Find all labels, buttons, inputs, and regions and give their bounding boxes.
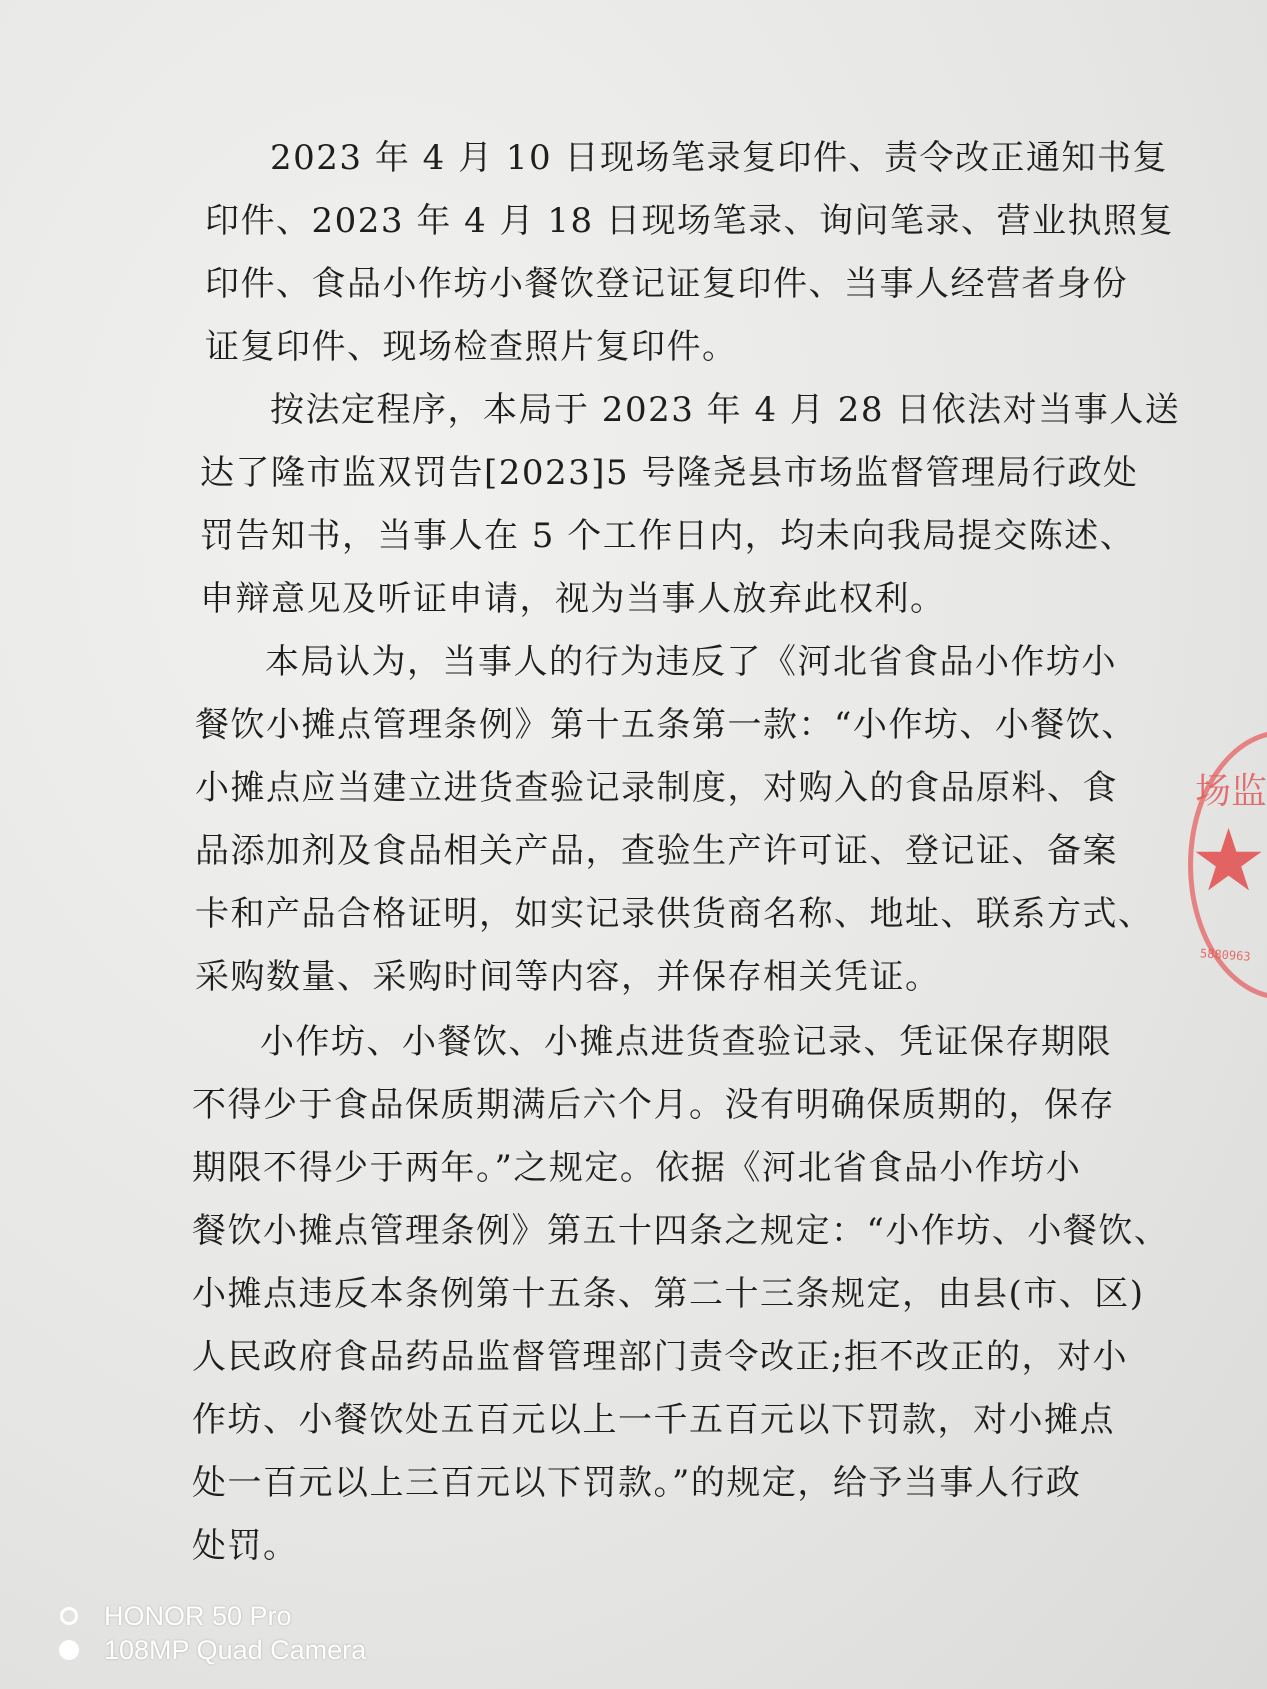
text-line: 卡和产品合格证明，如实记录供货商名称、地址、联系方式、 bbox=[195, 894, 1154, 934]
text-line: 采购数量、采购时间等内容，并保存相关凭证。 bbox=[195, 957, 941, 997]
text-line: 按法定程序，本局于 2023 年 4 月 28 日依法对当事人送 bbox=[270, 390, 1181, 430]
text-line: 证复印件、现场检查照片复印件。 bbox=[205, 327, 738, 367]
text-line: 人民政府食品药品监督管理部门责令改正;拒不改正的，对小 bbox=[192, 1337, 1128, 1377]
text-line: 作坊、小餐饮处五百元以上一千五百元以下罚款，对小摊点 bbox=[192, 1400, 1115, 1440]
text-line: 2023 年 4 月 10 日现场笔录复印件、责令改正通知书复 bbox=[270, 138, 1168, 178]
text-line: 期限不得少于两年。”之规定。依据《河北省食品小作坊小 bbox=[192, 1148, 1082, 1188]
seal-text: 场监 bbox=[1195, 771, 1267, 812]
text-line: 罚告知书，当事人在 5 个工作日内，均未向我局提交陈述、 bbox=[200, 516, 1136, 556]
text-line: 处一百元以上三百元以下罚款。”的规定，给予当事人行政 bbox=[192, 1463, 1082, 1503]
text-line: 小作坊、小餐饮、小摊点进货查验记录、凭证保存期限 bbox=[260, 1022, 1112, 1062]
text-line: 餐饮小摊点管理条例》第十五条第一款：“小作坊、小餐饮、 bbox=[195, 705, 1137, 745]
camera-watermark-model: HONOR 50 Pro bbox=[104, 1601, 292, 1631]
text-line: 小摊点违反本条例第十五条、第二十三条规定，由县(市、区) bbox=[192, 1274, 1145, 1314]
text-line: 本局认为，当事人的行为违反了《河北省食品小作坊小 bbox=[265, 642, 1117, 682]
text-line: 不得少于食品保质期满后六个月。没有明确保质期的，保存 bbox=[192, 1085, 1115, 1125]
text-line: 印件、食品小作坊小餐饮登记证复印件、当事人经营者身份 bbox=[205, 264, 1128, 304]
text-line: 处罚。 bbox=[192, 1526, 299, 1566]
camera-dot-icon bbox=[59, 1640, 79, 1660]
camera-ring-icon bbox=[60, 1607, 78, 1625]
text-line: 品添加剂及食品相关产品，查验生产许可证、登记证、备案 bbox=[195, 831, 1118, 871]
text-line: 印件、2023 年 4 月 18 日现场笔录、询问笔录、营业执照复 bbox=[205, 201, 1174, 241]
seal-code: 5880963 bbox=[1199, 946, 1252, 964]
text-line: 小摊点应当建立进货查验记录制度，对购入的食品原料、食 bbox=[195, 768, 1118, 808]
text-line: 餐饮小摊点管理条例》第五十四条之规定：“小作坊、小餐饮、 bbox=[192, 1211, 1170, 1251]
text-line: 达了隆市监双罚告[2023]5 号隆尧县市场监督管理局行政处 bbox=[200, 453, 1139, 493]
text-line: 申辩意见及听证申请，视为当事人放弃此权利。 bbox=[200, 579, 946, 619]
camera-watermark-spec: 108MP Quad Camera bbox=[104, 1635, 367, 1665]
seal-star-icon: ★ bbox=[1190, 811, 1267, 911]
